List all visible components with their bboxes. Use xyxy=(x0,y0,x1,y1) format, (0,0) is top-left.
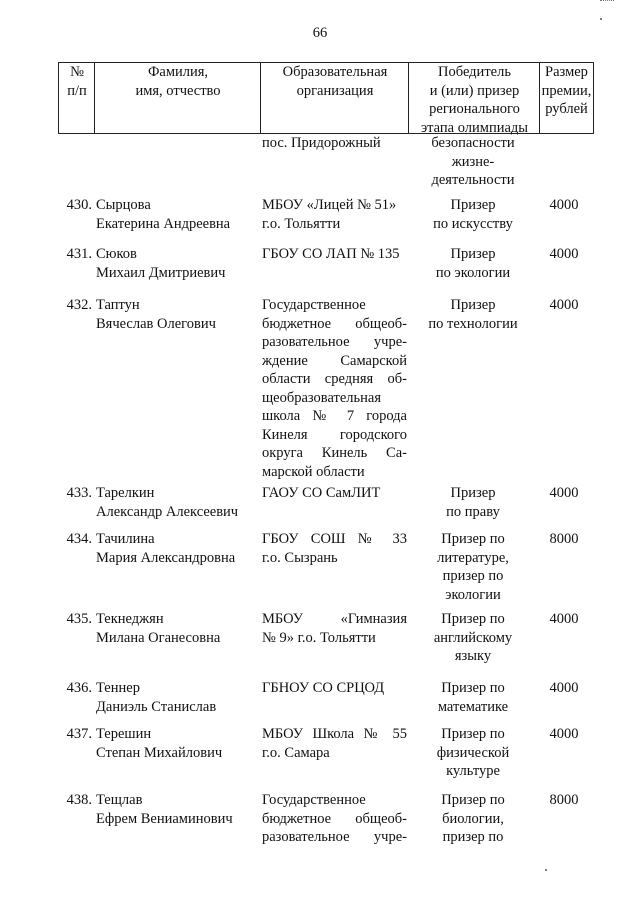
org-cell: ГБОУ СО ЛАП № 135 xyxy=(262,246,400,262)
award-cell: Призер по математике xyxy=(437,680,509,715)
award-cell: безопасности жизне- деятельности xyxy=(431,135,515,188)
scan-speck xyxy=(600,18,602,20)
amount-cell: 4000 xyxy=(549,485,579,501)
amount-cell: 4000 xyxy=(549,197,579,213)
award-cell: Призер по экологии xyxy=(435,246,511,281)
amount-cell: 8000 xyxy=(549,792,579,808)
award-cell: Призер по праву xyxy=(446,485,500,520)
header-cell-name: Фамилия, имя, отчество xyxy=(94,62,261,134)
scan-mark xyxy=(600,0,614,3)
org-cell: Государственное бюджетное общеоб- разовательное учре- xyxy=(262,792,407,845)
header-cell-num: № п/п xyxy=(58,62,95,134)
name-cell: Тарелкин Александр Алексеевич xyxy=(96,485,239,520)
org-cell: пос. Придорожный xyxy=(262,135,381,151)
award-cell: Призер по биологии, призер по xyxy=(441,792,505,845)
header-cell-org: Образовательная организация xyxy=(260,62,409,134)
row-number: 436. xyxy=(66,680,92,696)
header-cell-award: Победитель и (или) призер регионального этапа олимпиады xyxy=(408,62,540,134)
award-cell: Призер по английскому языку xyxy=(433,611,513,664)
org-cell: ГАОУ СО СамЛИТ xyxy=(262,485,381,501)
org-cell: ГБНОУ СО СРЦОД xyxy=(262,680,385,696)
org-cell: МБОУ «Лицей № 51» г.о. Тольятти xyxy=(262,197,397,232)
row-number: 430. xyxy=(66,197,92,213)
row-number: 435. xyxy=(66,611,92,627)
name-cell: Таптун Вячеслав Олегович xyxy=(96,297,216,332)
amount-cell: 4000 xyxy=(549,611,579,627)
name-cell: Тещлав Ефрем Вениаминович xyxy=(96,792,233,827)
scan-speck xyxy=(545,869,547,871)
amount-cell: 4000 xyxy=(549,680,579,696)
row-number: 434. xyxy=(66,531,92,547)
amount-cell: 4000 xyxy=(549,297,579,313)
org-cell: Государственное бюджетное общеоб- разовательное учре- ждение Самарской области средняя об- щеобразовательная школа № 7 города Кинеля городского округа Кинель Са- марской области xyxy=(262,297,407,480)
name-cell: Текнеджян Милана Оганесовна xyxy=(96,611,221,646)
award-cell: Призер по технологии xyxy=(428,297,518,332)
amount-cell: 4000 xyxy=(549,726,579,742)
name-cell: Сюков Михаил Дмитриевич xyxy=(96,246,226,281)
award-cell: Призер по физической культуре xyxy=(436,726,510,779)
amount-cell: 8000 xyxy=(549,531,579,547)
header-cell-amount: Размер премии, рублей xyxy=(539,62,594,134)
row-number: 433. xyxy=(66,485,92,501)
name-cell: Тачилина Мария Александровна xyxy=(96,531,236,566)
row-number: 432. xyxy=(66,297,92,313)
award-cell: Призер по искусству xyxy=(433,197,513,232)
row-number: 437. xyxy=(66,726,92,742)
row-number: 431. xyxy=(66,246,92,262)
award-cell: Призер по литературе, призер по экологии xyxy=(437,531,509,603)
name-cell: Сырцова Екатерина Андреевна xyxy=(96,197,231,232)
row-number: 438. xyxy=(66,792,92,808)
org-cell: МБОУ «Гимназия № 9» г.о. Тольятти xyxy=(262,611,407,646)
org-cell: МБОУ Школа № 55 г.о. Самара xyxy=(262,726,407,761)
amount-cell: 4000 xyxy=(549,246,579,262)
name-cell: Теннер Даниэль Станислав xyxy=(96,680,217,715)
name-cell: Терешин Степан Михайлович xyxy=(96,726,223,761)
page-number: 66 xyxy=(312,25,328,41)
org-cell: ГБОУ СОШ № 33 г.о. Сызрань xyxy=(262,531,407,566)
